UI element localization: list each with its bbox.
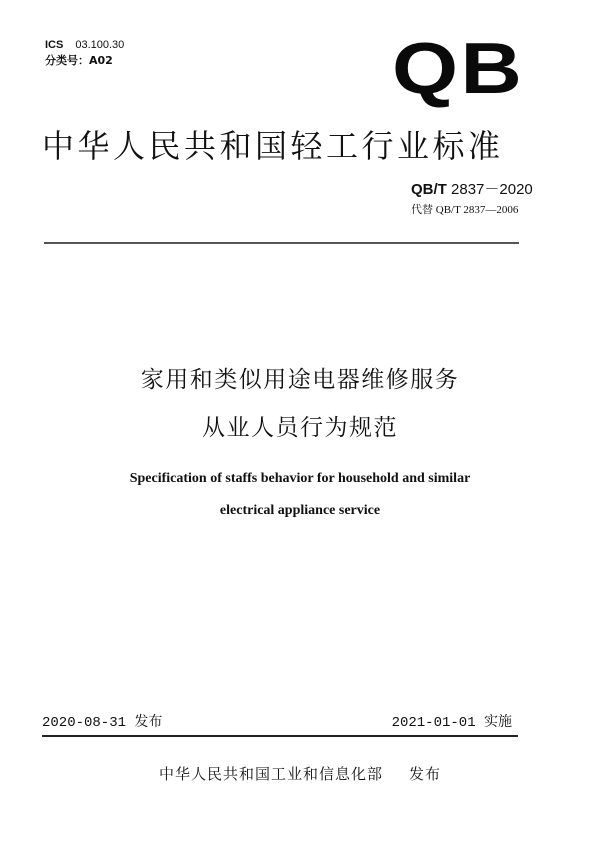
top-divider [44, 242, 519, 244]
ics-code [45, 38, 124, 52]
ics-value: 03.100.30 [75, 39, 125, 51]
title-english-line2: electrical appliance service [219, 503, 381, 518]
implementation-date: 2021-01-01 实施 [391, 715, 512, 731]
ics-label: ICS [45, 39, 64, 51]
title-chinese-line1: 家用和类似用途电器维修服务 [140, 367, 460, 393]
publisher [0, 764, 600, 784]
title-chinese-line2: 从业人员行为规范 [202, 415, 398, 441]
title-english-line1: Specification of staffs behavior for household and similar [129, 471, 471, 486]
publish-label: 发布 [409, 765, 442, 783]
bottom-divider [42, 735, 518, 737]
publisher-name: 中华人民共和国工业和信息化部 [158, 765, 383, 783]
standard-number-prefix: QB/T [411, 181, 447, 198]
classification-number: 分类号：A02 [45, 54, 113, 67]
replaces-standard: 代替 QB/T 2837—2006 [411, 204, 519, 216]
standard-number-value: 2837－2020 [451, 181, 533, 198]
qb-logo: QB [392, 29, 525, 109]
standard-category-title: 中华人民共和国轻工行业标准 [42, 127, 504, 165]
issue-date: 2020-08-31 发布 [42, 715, 163, 731]
standard-number [411, 181, 533, 199]
